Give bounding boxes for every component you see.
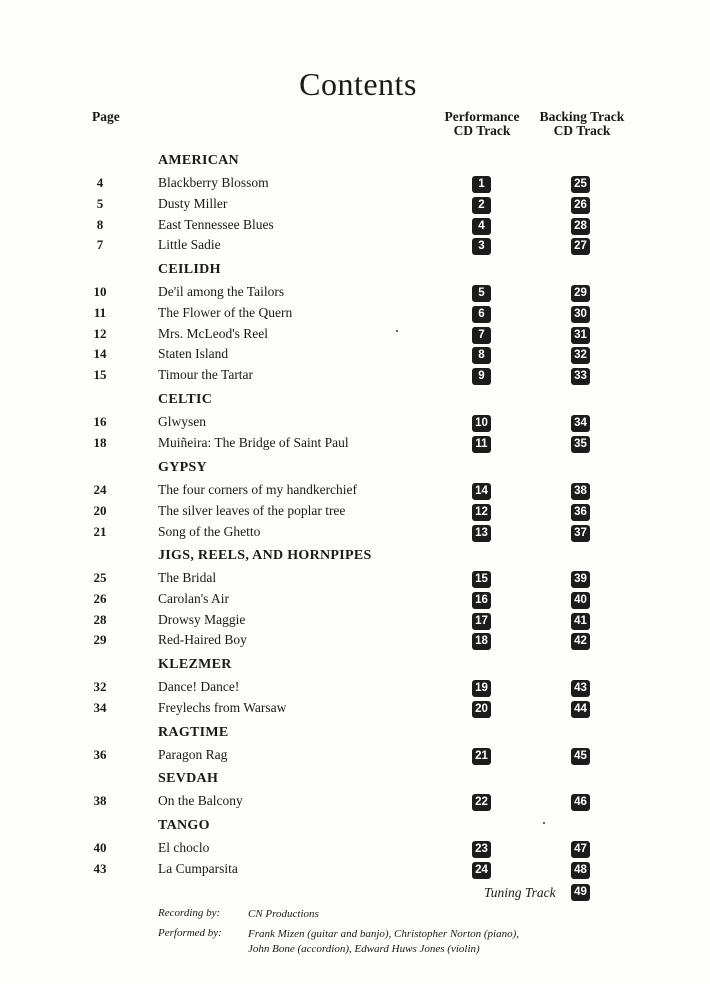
performance-track-badge: 7: [472, 327, 491, 344]
tune-title: Song of the Ghetto: [158, 523, 261, 539]
backing-track-badge: 38: [571, 483, 590, 500]
performance-track-badge: 2: [472, 197, 491, 214]
backing-track-badge: 36: [571, 504, 590, 521]
backing-track-badge: 42: [571, 633, 590, 650]
performance-track-badge: 10: [472, 415, 491, 432]
page-number: 21: [93, 523, 107, 539]
tune-title: Freylechs from Warsaw: [158, 699, 287, 715]
backing-header-line2: CD Track: [553, 123, 611, 138]
page-number: 12: [93, 325, 107, 341]
backing-track-badge: 37: [571, 525, 590, 542]
tuning-track-label: Tuning Track: [484, 885, 556, 900]
recording-label: Recording by:: [158, 907, 221, 919]
backing-track-badge: 46: [571, 794, 590, 811]
performance-track-badge: 17: [472, 613, 491, 630]
backing-track-badge: 30: [571, 306, 590, 323]
performance-header-line1: Performance: [444, 109, 520, 124]
section-header: RAGTIME: [158, 725, 229, 740]
page-number: 38: [93, 793, 107, 808]
performance-track-badge: 20: [472, 701, 491, 718]
page-column-header: Page: [92, 109, 120, 124]
section-header: AMERICAN: [158, 153, 239, 168]
page-title: Contents: [299, 66, 417, 102]
performed-line2: John Bone (accordion), Edward Huws Jones (violin): [248, 943, 480, 955]
page-number: 36: [93, 747, 107, 762]
backing-track-badge: 31: [571, 327, 590, 344]
section-header: CEILIDH: [158, 262, 221, 277]
performance-track-badge: 16: [472, 592, 491, 609]
backing-track-badge: 45: [571, 748, 590, 765]
page-number: 14: [93, 346, 107, 362]
tune-title: Red-Haired Boy: [158, 632, 247, 648]
page-number: 28: [93, 611, 107, 627]
section-header: TANGO: [158, 818, 210, 833]
backing-track-badge: 47: [571, 841, 590, 858]
performance-track-badge: 15: [472, 571, 491, 588]
tune-title: Dusty Miller: [158, 195, 228, 211]
tune-title: On the Balcony: [158, 793, 243, 808]
performance-track-badge: 3: [472, 238, 491, 255]
backing-track-badge: 29: [571, 285, 590, 302]
page-number: 18: [93, 434, 107, 450]
performed-line1: Frank Mizen (guitar and banjo), Christopher Norton (piano),: [248, 928, 520, 940]
performance-track-badge: 9: [472, 368, 491, 385]
page-number: 8: [96, 216, 104, 232]
print-speck: [396, 330, 398, 332]
backing-track-badge: 43: [571, 680, 590, 697]
backing-track-badge: 25: [571, 176, 590, 193]
tune-title: De'il among the Tailors: [158, 284, 285, 299]
backing-track-badge: 27: [571, 238, 590, 255]
tune-title: East Tennessee Blues: [158, 216, 274, 232]
tune-title: Paragon Rag: [158, 747, 228, 762]
section-header: JIGS, REELS, AND HORNPIPES: [158, 548, 372, 563]
backing-track-badge: 39: [571, 571, 590, 588]
tune-title: Little Sadie: [158, 237, 221, 253]
tune-title: Muiñeira: The Bridge of Saint Paul: [158, 434, 349, 450]
backing-track-badge: 32: [571, 347, 590, 364]
performed-value: [248, 927, 548, 957]
page-number: 15: [93, 367, 107, 383]
backing-track-badge: 34: [571, 415, 590, 432]
tuning-track-badge: 49: [571, 884, 590, 901]
section-header: GYPSY: [158, 460, 207, 475]
page-number: 34: [93, 699, 107, 715]
performance-track-badge: 22: [472, 794, 491, 811]
section-header: CELTIC: [158, 392, 213, 407]
page-number: 43: [93, 860, 107, 876]
performance-track-badge: 23: [472, 841, 491, 858]
page-number: 25: [93, 570, 107, 585]
tune-title: The silver leaves of the poplar tree: [158, 502, 346, 518]
performance-track-badge: 21: [472, 748, 491, 765]
tune-title: The Bridal: [158, 570, 217, 585]
section-header: KLEZMER: [158, 657, 232, 672]
backing-track-badge: 41: [571, 613, 590, 630]
backing-track-badge: 26: [571, 197, 590, 214]
tune-title: Mrs. McLeod's Reel: [158, 325, 269, 341]
backing-header-line1: Backing Track: [539, 109, 625, 124]
page-number: 24: [93, 482, 107, 497]
backing-track-badge: 28: [571, 218, 590, 235]
page-number: 16: [93, 414, 107, 429]
page-number: 29: [93, 632, 107, 648]
backing-track-badge: 35: [571, 436, 590, 453]
backing-track-badge: 40: [571, 592, 590, 609]
performance-track-badge: 14: [472, 483, 491, 500]
tune-title: Staten Island: [158, 346, 229, 362]
performance-header-line2: CD Track: [453, 123, 511, 138]
page-number: 7: [96, 237, 104, 253]
performance-track-badge: 5: [472, 285, 491, 302]
tune-title: Blackberry Blossom: [158, 175, 269, 190]
performance-track-badge: 19: [472, 680, 491, 697]
backing-track-badge: 44: [571, 701, 590, 718]
performance-track-badge: 1: [472, 176, 491, 193]
page-number: 40: [93, 840, 107, 855]
page-number: 20: [93, 502, 107, 518]
backing-track-badge: 33: [571, 368, 590, 385]
page-number: 11: [93, 304, 107, 320]
performance-track-badge: 24: [472, 862, 491, 879]
page-number: 4: [96, 175, 104, 190]
performance-track-badge: 8: [472, 347, 491, 364]
performance-column-header: [440, 110, 524, 138]
section-header: SEVDAH: [158, 771, 219, 786]
tune-title: The Flower of the Quern: [158, 304, 293, 320]
performance-track-badge: 4: [472, 218, 491, 235]
performed-label: Performed by:: [158, 927, 222, 939]
performance-track-badge: 13: [472, 525, 491, 542]
tune-title: Timour the Tartar: [158, 367, 254, 383]
tune-title: El choclo: [158, 840, 210, 855]
tune-title: Carolan's Air: [158, 590, 230, 606]
tune-title: The four corners of my handkerchief: [158, 482, 358, 497]
print-speck: [543, 822, 545, 824]
page-number: 5: [96, 195, 104, 211]
tune-title: La Cumparsita: [158, 860, 238, 876]
page-number: 26: [93, 590, 107, 606]
page-number: 10: [93, 284, 107, 299]
recording-value: CN Productions: [248, 908, 319, 920]
tune-title: Glwysen: [158, 414, 206, 429]
performance-track-badge: 6: [472, 306, 491, 323]
backing-column-header: [536, 110, 628, 138]
tune-title: Drowsy Maggie: [158, 611, 246, 627]
performance-track-badge: 12: [472, 504, 491, 521]
performance-track-badge: 18: [472, 633, 491, 650]
tune-title: Dance! Dance!: [158, 679, 240, 694]
performance-track-badge: 11: [472, 436, 491, 453]
page-number: 32: [93, 679, 107, 694]
backing-track-badge: 48: [571, 862, 590, 879]
